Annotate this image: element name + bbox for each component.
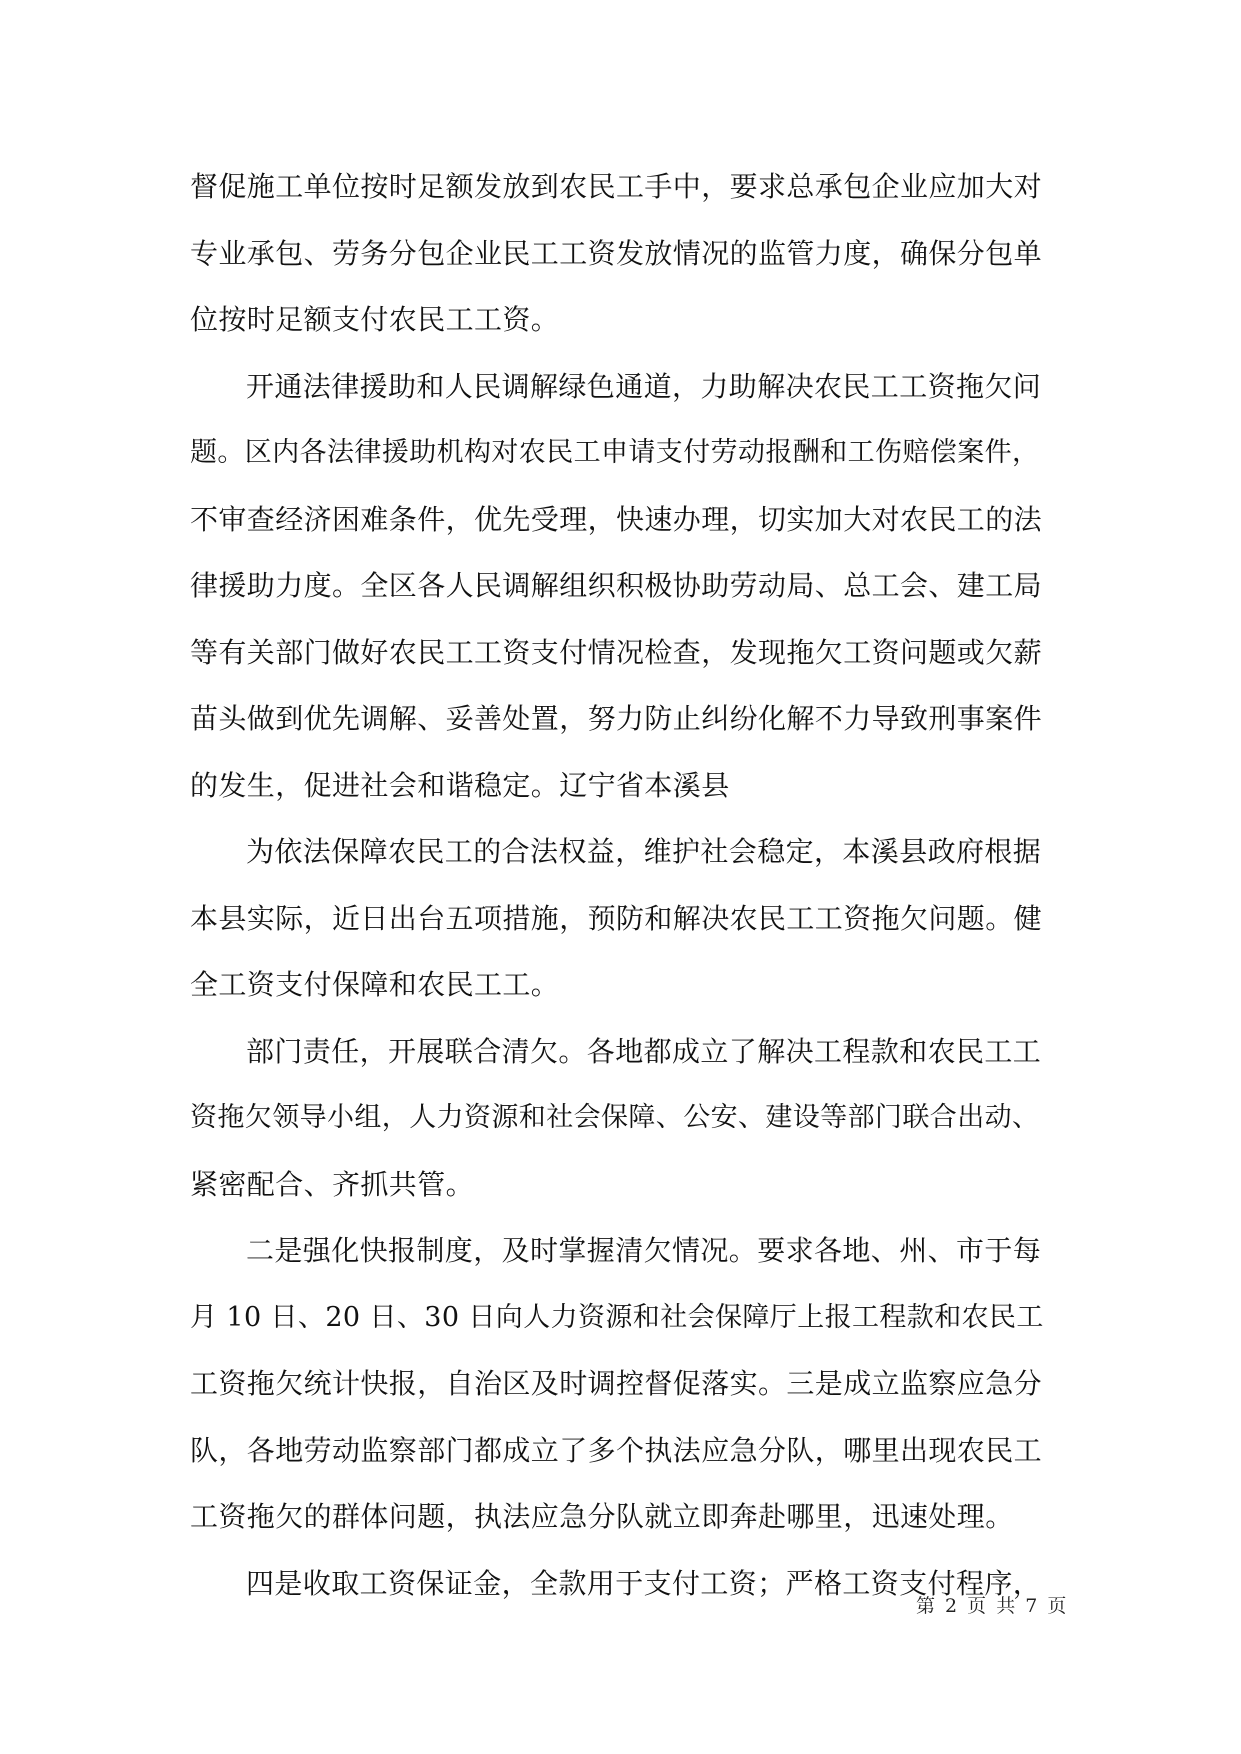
- text-line: 月 10 日、20 日、30 日向人力资源和社会保障厅上报工程款和农民工: [190, 1301, 1044, 1333]
- paragraph: [190, 1218, 1050, 1551]
- text-line: 专业承包、劳务分包企业民工工资发放情况的监管力度，确保分包单: [190, 236, 1043, 270]
- text-line: 本县实际，近日出台五项措施，预防和解决农民工工资拖欠问题。健: [190, 901, 1043, 935]
- text-line: 位按时足额支付农民工工资。: [190, 303, 560, 336]
- paragraph: [190, 819, 1050, 1019]
- text-line: 工资拖欠统计快报，自治区及时调控督促落实。三是成立监察应急分: [190, 1367, 1043, 1400]
- paragraph: [190, 354, 1050, 820]
- text-line: 不审查经济困难条件，优先受理，快速办理，切实加大对农民工的法: [190, 502, 1043, 536]
- text-line: 资拖欠领导小组，人力资源和社会保障、公安、建设等部门联合出动、: [190, 1102, 1040, 1133]
- text-line: 二是强化快报制度，及时掌握清欠情况。要求各地、州、市于每: [246, 1234, 1042, 1267]
- text-line: 为依法保障农民工的合法权益，维护社会稳定，本溪县政府根据: [246, 835, 1042, 868]
- text-line: 开通法律援助和人民调解绿色通道，力助解决农民工工资拖欠问: [246, 369, 1042, 403]
- paragraph: [190, 1019, 1050, 1219]
- text-line: 部门责任，开展联合清欠。各地都成立了解决工程款和农民工工: [246, 1034, 1042, 1068]
- paragraph: [190, 154, 1050, 354]
- text-line: 工资拖欠的群体问题，执法应急分队就立即奔赴哪里，迅速处理。: [190, 1500, 1014, 1533]
- page-number: 第 2 页 共 7 页: [916, 1595, 1069, 1617]
- text-line: 苗头做到优先调解、妥善处置，努力防止纠纷化解不力导致刑事案件: [190, 702, 1043, 735]
- document-body: [190, 154, 1050, 1617]
- text-line: 律援助力度。全区各人民调解组织积极协助劳动局、总工会、建工局: [190, 569, 1043, 602]
- text-line: 等有关部门做好农民工工资支付情况检查，发现拖欠工资问题或欠薪: [190, 635, 1043, 669]
- text-line: 全工资支付保障和农民工工。: [190, 968, 560, 1001]
- text-line: 的发生，促进社会和谐稳定。辽宁省本溪县: [190, 768, 730, 802]
- text-line: 督促施工单位按时足额发放到农民工手中，要求总承包企业应加大对: [190, 170, 1043, 203]
- text-line: 队，各地劳动监察部门都成立了多个执法应急分队，哪里出现农民工: [190, 1433, 1043, 1467]
- text-line: 题。区内各法律援助机构对农民工申请支付劳动报酬和工伤赔偿案件，: [190, 437, 1040, 468]
- text-line: 紧密配合、齐抓共管。: [190, 1167, 475, 1201]
- text-line: 四是收取工资保证金，全款用于支付工资；严格工资支付程序，: [246, 1566, 1042, 1600]
